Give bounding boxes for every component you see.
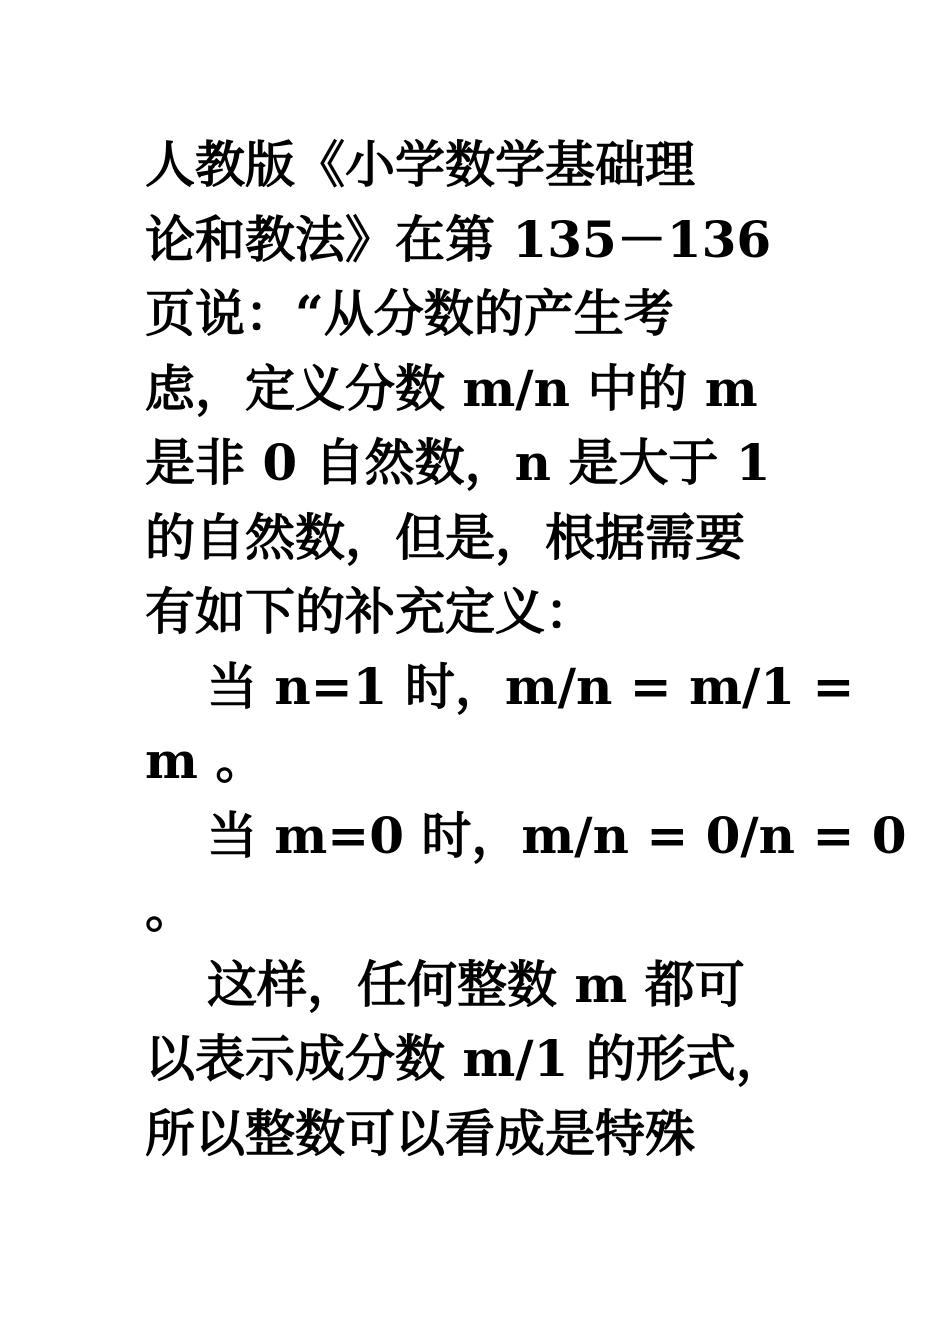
text-line: 有如下的补充定义： (145, 582, 595, 641)
text-line: m 。 (145, 731, 266, 790)
text-line: 虑，定义分数 m/n 中的 m (145, 358, 758, 418)
text-line: 。 (145, 880, 195, 939)
text-line: 页说：“从分数的产生考 (145, 284, 674, 343)
text-line: 当 m=0 时，m/n = 0/n = 0 (207, 805, 907, 865)
text-line: 以表示成分数 m/1 的形式， (145, 1029, 786, 1088)
text-line: 这样，任何整数 m 都可 (207, 954, 745, 1014)
text-line: 论和教法》在第 135－136 (145, 209, 772, 269)
text-line: 当 n=1 时，m/n = m/1 = (207, 656, 855, 716)
text-line: 人教版《小学数学基础理 (145, 135, 695, 194)
text-line: 的自然数，但是，根据需要 (145, 507, 745, 567)
body-text (145, 128, 907, 1171)
text-line: 所以整数可以看成是特殊 (145, 1103, 695, 1163)
text-line: 是非 0 自然数，n 是大于 1 (145, 433, 771, 492)
